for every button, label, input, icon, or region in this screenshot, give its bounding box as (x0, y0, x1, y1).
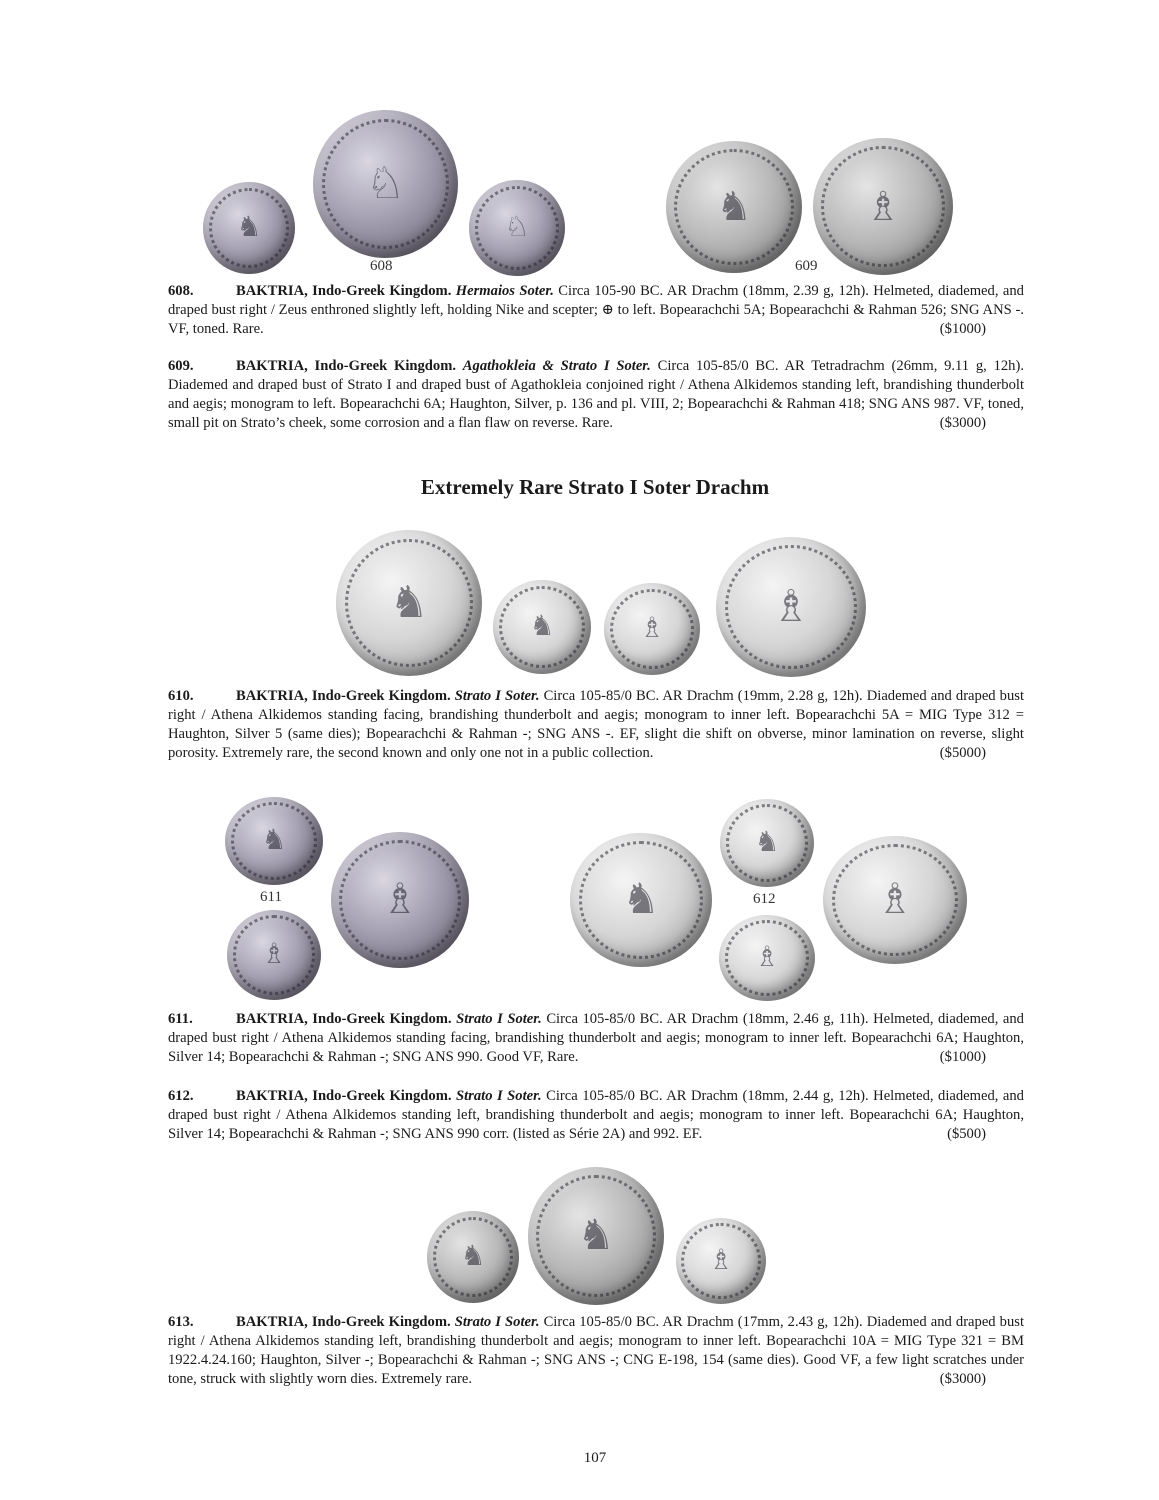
athena-standing-icon: ♗ (708, 1245, 734, 1276)
bust-icon: ♞ (529, 611, 555, 642)
helmeted-bust-icon: ♞ (754, 827, 780, 858)
lot-number: 613. (168, 1314, 194, 1330)
coin-609-obverse (666, 141, 802, 273)
lot-heading: BAKTRIA, Indo-Greek Kingdom. (236, 1011, 452, 1027)
bust-icon: ♞ (460, 1241, 486, 1272)
lot-estimate: ($3000) (939, 1371, 986, 1387)
lot-ruler: Strato I Soter. (454, 1314, 540, 1330)
lot-heading: BAKTRIA, Indo-Greek Kingdom. (236, 358, 457, 374)
lot-description: Circa 105-85/0 BC. AR Drachm (19mm, 2.28 g, 12h). Diademed and draped bust right / Athena Alkidemos standing facing, brandishing thunderbolt and aegis; monogram to inner left. Bopearachchi 5A = MIG Type 312 = Haughton, Silver 5 (same dies); Bopearachchi & Rahman -; SNG ANS -. EF, slight die shift on obverse, minor lamination on reverse, slight porosity. Extremely rare, the second known and only one not in a public collection. (168, 688, 1024, 761)
coin-610-obverse-small (493, 580, 591, 674)
lot-description: Circa 105-90 BC. AR Drachm (18mm, 2.39 g, 12h). Helmeted, diademed, and draped bust right / Zeus enthroned slightly left, holding Nike and scepter; ⊕ to left. Bopearachchi 5A; Bopearachchi & Rahman 526; SNG ANS -. VF, toned. Rare. (168, 283, 1024, 337)
lot-611 (168, 1010, 1024, 1067)
lot-number: 609. (168, 358, 194, 374)
athena-facing-icon: ♗ (639, 613, 665, 644)
lot-number: 610. (168, 688, 194, 704)
lot-heading: BAKTRIA, Indo-Greek Kingdom. (236, 1314, 451, 1330)
lot-612 (168, 1087, 1024, 1144)
athena-facing-icon: ♗ (771, 582, 811, 631)
lot-610 (168, 687, 1024, 763)
plate-label-608: 608 (370, 258, 393, 274)
coin-610-obverse-large (336, 530, 482, 676)
coin-613-reverse (676, 1218, 766, 1304)
athena-standing-icon: ♗ (754, 942, 780, 973)
coin-612-reverse-small (719, 915, 815, 1001)
lot-number: 612. (168, 1088, 194, 1104)
lot-608 (168, 282, 1024, 339)
coin-610-reverse-small (604, 583, 700, 675)
lot-description: Circa 105-85/0 BC. AR Drachm (17mm, 2.43 g, 12h). Diademed and draped bust right / Athena Alkidemos standing left, brandishing thunderbolt and aegis; monogram to inner left. Bopearachchi 10A = MIG Type 321 = BM 1922.4.24.160; Haughton, Silver -; Bopearachchi & Rahman -; SNG ANS -; CNG E-198, 154 (same dies). Good VF, a few light scratches under tone, struck with slightly worn dies. Extremely rare. (168, 1314, 1024, 1387)
lot-ruler: Strato I Soter. (454, 688, 540, 704)
athena-standing-icon: ♗ (865, 183, 901, 229)
lot-estimate: ($500) (947, 1126, 986, 1142)
coin-613-obverse-small (427, 1211, 519, 1303)
bust-icon: ♞ (236, 212, 262, 243)
lot-estimate: ($1000) (939, 1049, 986, 1065)
lot-609 (168, 357, 1024, 433)
coin-611-reverse-large (331, 832, 469, 968)
lot-estimate: ($5000) (939, 745, 986, 761)
lot-description: Circa 105-85/0 BC. AR Tetradrachm (26mm, 9.11 g, 12h). Diademed and draped bust of Strato I and draped bust of Agathokleia conjoined right / Athena Alkidemos standing left, brandishing thunderbolt and aegis; monogram to left. Bopearachchi 6A; Haughton, Silver, p. 136 and pl. VIII, 2; Bopearachchi & Rahman 418; SNG ANS 987. VF, toned, small pit on Strato’s cheek, some corrosion and a flan flaw on reverse. Rare. (168, 358, 1024, 431)
coin-611-reverse-small (227, 910, 321, 1000)
lot-613 (168, 1313, 1024, 1389)
coin-612-reverse-large (823, 836, 967, 964)
coin-608-reverse-small (469, 180, 565, 276)
enthroned-zeus-icon: ♘ (365, 159, 406, 208)
coin-611-obverse (225, 797, 323, 885)
page-number: 107 (583, 1450, 607, 1466)
lot-heading: BAKTRIA, Indo-Greek Kingdom. (236, 688, 451, 704)
conjoined-busts-icon: ♞ (716, 184, 752, 229)
coin-610-reverse-large (716, 537, 866, 677)
lot-estimate: ($1000) (939, 321, 986, 337)
lot-ruler: Strato I Soter. (456, 1011, 542, 1027)
plate-label-609: 609 (795, 258, 818, 274)
bust-icon: ♞ (389, 578, 429, 627)
coin-609-reverse (813, 138, 953, 275)
lot-ruler: Hermaios Soter. (455, 283, 554, 299)
plate-label-612: 612 (753, 891, 776, 907)
coin-613-obverse-large (528, 1167, 664, 1305)
lot-number: 611. (168, 1011, 193, 1027)
section-title: Extremely Rare Strato I Soter Drachm (420, 475, 770, 499)
enthroned-zeus-icon: ♘ (504, 212, 530, 243)
lot-heading: BAKTRIA, Indo-Greek Kingdom. (236, 1088, 452, 1104)
lot-estimate: ($3000) (939, 415, 986, 431)
lot-description: Circa 105-85/0 BC. AR Drachm (18mm, 2.46 g, 11h). Helmeted, diademed, and draped bust right / Athena Alkidemos standing facing, brandishing thunderbolt and aegis; monogram to inner left. Bopearachchi 6A; Haughton, Silver 14; Bopearachchi & Rahman -; SNG ANS 990. Good VF, Rare. (168, 1011, 1024, 1065)
coin-612-obverse-large (570, 833, 712, 967)
lot-description: Circa 105-85/0 BC. AR Drachm (18mm, 2.44 g, 12h). Helmeted, diademed, and draped bust right / Athena Alkidemos standing left, brandishing thunderbolt and aegis; monogram to inner left. Bopearachchi 6A; Haughton, Silver 14; Bopearachchi & Rahman -; SNG ANS 990 corr. (listed as Série 2A) and 992. EF. (168, 1088, 1024, 1142)
helmeted-bust-icon: ♞ (261, 825, 287, 856)
plate-label-611: 611 (260, 889, 282, 905)
lot-ruler: Strato I Soter. (456, 1088, 542, 1104)
athena-standing-icon: ♗ (381, 877, 419, 923)
lot-heading: BAKTRIA, Indo-Greek Kingdom. (236, 283, 452, 299)
coin-608-reverse-large (313, 110, 458, 258)
bust-icon: ♞ (577, 1213, 615, 1259)
lot-number: 608. (168, 283, 194, 299)
helmeted-bust-icon: ♞ (622, 877, 660, 923)
coin-608-obverse-small (203, 182, 295, 274)
lot-ruler: Agathokleia & Strato I Soter. (462, 358, 651, 374)
athena-standing-icon: ♗ (876, 877, 914, 923)
coin-612-obverse-small (720, 799, 814, 887)
athena-standing-icon: ♗ (261, 939, 287, 970)
